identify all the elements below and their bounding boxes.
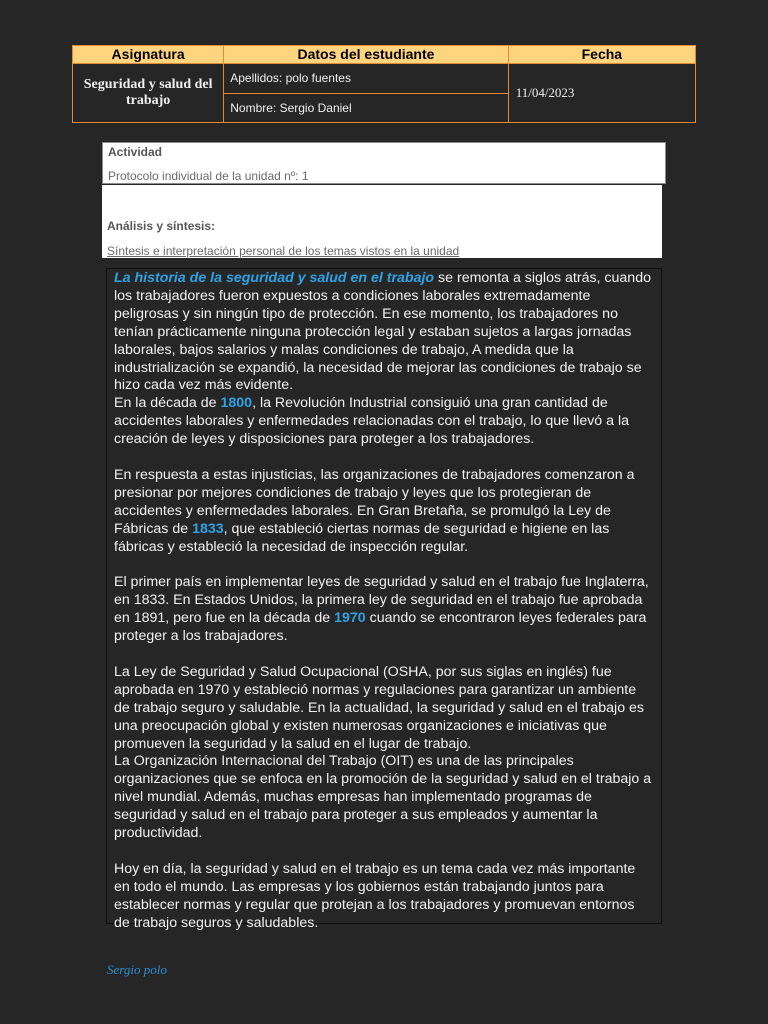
date-column-header: Fecha [508, 46, 695, 64]
essay-paragraph-2-text-end: , la Revolución Industrial consiguió una gran cantidad de accidentes laborales y enfermedades relacionadas con el trabajo, lo que llevó a la creación de leyes y disposiciones para proteger a los trabajadores. [114, 395, 630, 448]
subject-column-header: Asignatura [73, 46, 224, 64]
analysis-description: Síntesis e interpretación personal de los temas vistos en la unidad [107, 244, 460, 258]
essay-paragraph-1 [114, 270, 654, 395]
student-surnames: Apellidos: polo fuentes [224, 64, 508, 94]
year-1800: 1800 [220, 395, 253, 412]
activity-description: Protocolo individual de la unidad nº: 1 [108, 169, 309, 183]
essay-paragraph-1-text: se remonta a siglos atrás, cuando los trabajadores fueron expuestos a condiciones laborales extremadamente peligrosas y sin ningún tipo de protección. En ese momento, los trabajadores no tenían prácticamente ninguna protección legal y estaban sujetos a largas jornadas laborales, bajos salarios y malas condiciones de trabajo, A medida que la industrialización se expandió, la necesidad de mejorar las condiciones de trabajo se hizo cada vez más evidente. [114, 270, 651, 394]
header-row [73, 46, 696, 64]
year-1970: 1970 [334, 610, 366, 627]
analysis-box [102, 185, 662, 258]
student-column-header: Datos del estudiante [224, 46, 508, 64]
submission-date: 11/04/2023 [508, 64, 695, 123]
essay-paragraph-7: Hoy en día, la seguridad y salud en el trabajo es un tema cada vez más importante en todo el mundo. Las empresas y los gobiernos están trabajando juntos para establecer normas y regular que protejan a los trabajadores y promuevan entornos de trabajo seguros y saludables. [114, 860, 636, 931]
data-row-1 [73, 64, 696, 94]
essay-paragraph-3-text-end: , que estableció ciertas normas de seguridad e higiene en las fábricas y estableció la necesidad de inspección regular. [114, 520, 610, 555]
essay-paragraph-4-text-end: cuando se encontraron leyes federales para proteger a los trabajadores. [114, 610, 647, 645]
activity-heading: Actividad [108, 145, 163, 159]
analysis-heading: Análisis y síntesis: [107, 219, 216, 233]
essay-paragraph-5: La Ley de Seguridad y Salud Ocupacional (OSHA, por sus siglas en inglés) fue aprobada en 1970 y estableció normas y regulaciones para garantizar un ambiente de trabajo seguro y saludable. En la actualidad, la seguridad y salud en el trabajo es una preocupación global y existen numerosas organizaciones e iniciativas que promueven la seguridad y la salud en el lugar de trabajo. [114, 663, 645, 752]
subject-name: Seguridad y salud del trabajo [73, 64, 224, 123]
header-table [72, 45, 696, 123]
essay-title: La historia de la seguridad y salud en el trabajo [114, 270, 435, 286]
essay-paragraph-4 [114, 574, 654, 646]
essay-paragraph-2 [114, 395, 654, 449]
essay-body [106, 268, 662, 931]
essay-paragraph-3 [114, 467, 654, 557]
essay-paragraph-2-text-start: En la década de [114, 395, 221, 412]
activity-box [102, 142, 666, 184]
author-signature: Sergio polo [107, 962, 167, 977]
year-1833: 1833 [192, 520, 224, 537]
essay-paragraph-4-text-start: El primer país en implementar leyes de seguridad y salud en el trabajo fue Inglaterra, en 1833. En Estados Unidos, la primera ley de seguridad en el trabajo fue aprobada en 1891, pero fue en la década de [114, 574, 649, 627]
essay-paragraph-3-text-start: En respuesta a estas injusticias, las organizaciones de trabajadores comenzaron a presionar por mejores condiciones de trabajo y leyes que los protegieran de accidentes y enfermedades laborales. En Gran Bretaña, se promulgó la Ley de Fábricas de [114, 466, 635, 537]
student-name: Nombre: Sergio Daniel [224, 93, 508, 123]
essay-paragraph-6: La Organización Internacional del Trabajo (OIT) es una de las principales organizaciones que se enfoca en la promoción de la seguridad y salud en el trabajo a nivel mundial. Además, muchas empresas han implementado programas de seguridad y salud en el trabajo para proteger a sus empleados y aumentar la productividad. [114, 753, 652, 842]
